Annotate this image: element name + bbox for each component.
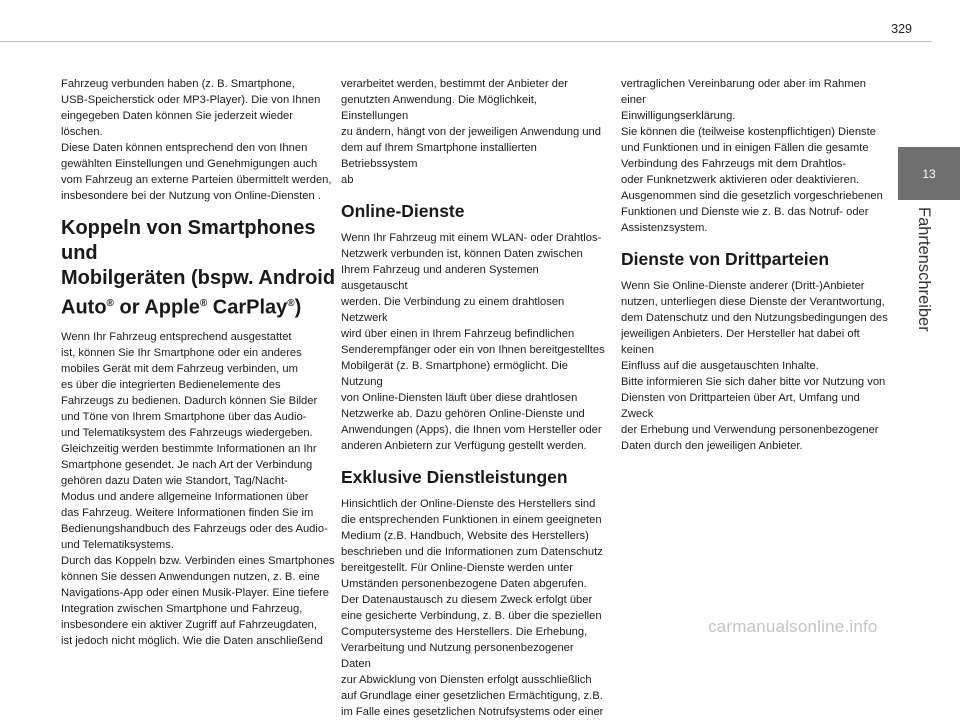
paragraph: vertraglichen Vereinbarung oder aber im Rahmen einer Einwilligungserklärung. Sie können die (teilweise kostenpflichtigen) Dienste und Funktionen und in einigen Fällen die gesamte Verbindung des Fahrzeugs mit dem Drahtlos- oder Funknetzwerk aktivieren oder deaktivieren. Ausgenommen sind die gesetzlich vorgeschriebenen Funktionen und Dienste wie z. B. das Notruf- oder Assistenzsystem. xyxy=(621,78,883,234)
heading-text-apple: or Apple xyxy=(113,296,200,319)
section-heading-online-dienste: Online-Dienste xyxy=(341,201,465,221)
chapter-title: Fahrtenschreiber xyxy=(915,207,933,332)
registered-mark: ® xyxy=(287,298,295,309)
header-divider xyxy=(0,41,932,42)
heading-text-close: ) xyxy=(294,296,302,319)
paragraph: Wenn Ihr Fahrzeug mit einem WLAN- oder Drahtlos- Netzwerk verbunden ist, können Daten zwischen Ihrem Fahrzeug und anderen Systemen ausgetauscht werden. Die Verbindung zu einem drahtlosen Netzwerk wird über einen in Ihrem Fahrzeug befindlichen Senderempfänger oder ein von Ihnen bereitgestelltes Mobilgerät (z. B. Smartphone) ermöglicht. Die Nutzung von Online-Diensten läuft über diese drahtlosen Netzwerke ab. Dazu gehören Online-Dienste und Anwendungen (Apps), die Ihnen vom Hersteller oder anderen Anbietern zur Verfügung gestellt werden. xyxy=(341,232,605,452)
chapter-number: 13 xyxy=(922,166,936,181)
heading-line: Koppeln von Smartphones und xyxy=(61,217,316,264)
registered-mark: ® xyxy=(106,298,114,309)
paragraph: Wenn Ihr Fahrzeug entsprechend ausgestattet ist, können Sie Ihr Smartphone oder ein anderes mobiles Gerät mit dem Fahrzeug verbinden, um es über die integrierten Bedienelemente des Fahrzeugs zu bedienen. Dadurch können Sie Bilder und Töne von Ihrem Smartphone über das Audio- und Telematiksystem des Fahrzeugs wiedergeben. Gleichzeitig werden bestimmte Informationen an Ihr Smartphone gesendet. Je nach Art der Verbindung gehören dazu Daten wie Standort, Tag/Nacht- Modus und andere allgemeine Informationen über das Fahrzeug. Weitere Informationen finden Sie im Bedienungshandbuch des Fahrzeugs oder des Audio- und Telematiksystems. Durch das Koppeln bzw. Verbinden eines Smartphones können Sie dessen Anwendungen nutzen, z. B. eine Navigations-App oder einen Musik-Player. Eine tiefere Integration zwischen Smartphone und Fahrzeug, insbesondere ein aktiver Zugriff auf Fahrzeugdaten, ist jedoch nicht möglich. Wie die Daten anschließend xyxy=(61,330,335,647)
column-3 xyxy=(621,76,891,454)
heading-text-carplay: CarPlay xyxy=(207,296,288,319)
chapter-tab[interactable] xyxy=(898,147,960,200)
section-heading-exklusive-dienstleistungen: Exklusive Dienstleistungen xyxy=(341,467,568,487)
section-heading-koppeln xyxy=(61,216,351,321)
section-heading-dienste-von-drittparteien: Dienste von Drittparteien xyxy=(621,249,830,269)
registered-mark: ® xyxy=(199,298,208,309)
page-number: 329 xyxy=(891,22,912,36)
column-2 xyxy=(341,76,606,720)
paragraph: Fahrzeug verbunden haben (z. B. Smartphone, USB-Speicherstick oder MP3-Player). Die von Ihnen eingegeben Daten können Sie jederzeit wieder löschen. Diese Daten können entsprechend den von Ihnen gewählten Einstellungen und Genehmigungen auch vom Fahrzeug an externe Parteien übermittelt werden, insbesondere bei der Nutzung von Online-Diensten . xyxy=(61,78,332,202)
watermark: carmanualsonline.info xyxy=(708,617,878,636)
paragraph: Wenn Sie Online-Dienste anderer (Dritt-)Anbieter nutzen, unterliegen diese Dienste der Verantwortung, dem Datenschutz und den Nutzungsbedingungen des jeweiligen Anbieters. Der Hersteller hat dabei oft keinen Einfluss auf die ausgetauschten Inhalte. Bitte informieren Sie sich daher bitte vor Nutzung von Diensten von Drittparteien über Art, Umfang und Zweck der Erhebung und Verwendung personenbezogener Daten durch den jeweiligen Anbieter. xyxy=(621,280,888,452)
heading-line: Mobilgeräten (bspw. Android xyxy=(61,267,336,289)
paragraph: verarbeitet werden, bestimmt der Anbieter der genutzten Anwendung. Die Möglichkeit, Einstellungen zu ändern, hängt von der jeweiligen Anwendung und dem auf Ihrem Smartphone installierten Betriebssystem ab xyxy=(341,78,601,186)
paragraph: Hinsichtlich der Online-Dienste des Herstellers sind die entsprechenden Funktionen in einem geeigneten Medium (z.B. Handbuch, Website des Herstellers) beschrieben und die Informationen zum Datenschutz bereitgestellt. Für Online-Dienste werden unter Umständen personenbezogene Daten abgerufen. Der Datenaustausch zu diesem Zweck erfolgt über eine gesicherte Verbindung, z. B. über die speziellen Computersysteme des Herstellers. Die Erhebung, Verarbeitung und Nutzung personenbezogener Daten zur Abwicklung von Diensten erfolgt ausschließlich auf Grundlage einer gesetzlichen Ermächtigung, z.B. im Falle eines gesetzlichen Notrufsystems oder einer xyxy=(341,498,604,718)
heading-text-auto: Auto xyxy=(61,296,107,319)
column-1 xyxy=(61,76,351,649)
